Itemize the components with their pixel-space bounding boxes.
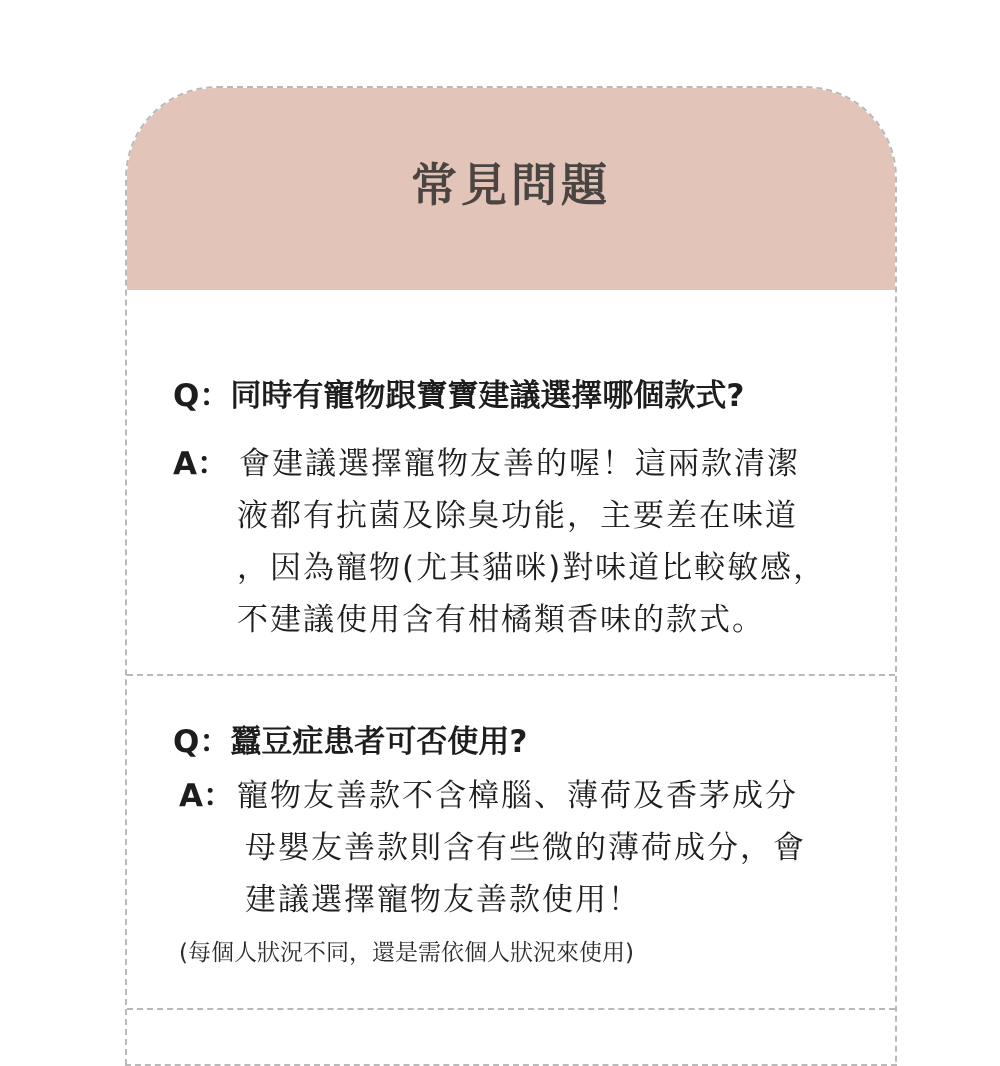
faq-question-1 (173, 370, 744, 415)
answer-line: ，因為寵物(尤其貓咪)對味道比較敏感， (237, 550, 827, 586)
answer-line: 會建議選擇寵物友善的喔！這兩款清潔 (239, 446, 800, 482)
answer-label: A： (179, 778, 234, 814)
answer-line: 不建議使用含有柑橘類香味的款式。 (237, 602, 765, 638)
question-label: Q： (173, 724, 231, 760)
answer-line: 寵物友善款不含樟腦、薄荷及香茅成分 (237, 778, 798, 814)
answer-label: A： (173, 446, 228, 482)
faq-title: 常見問題 (411, 158, 611, 212)
faq-card (125, 86, 897, 1066)
answer-line: 母嬰友善款則含有些微的薄荷成分，會 (245, 830, 806, 866)
faq-note: (每個人狀況不同，還是需依個人狀況來使用) (179, 940, 634, 966)
faq-header (127, 88, 895, 290)
question-label: Q： (173, 378, 231, 414)
question-text: 蠶豆症患者可否使用? (230, 724, 528, 760)
section-divider (127, 674, 895, 676)
answer-line: 建議選擇寵物友善款使用！ (245, 882, 641, 918)
question-text: 同時有寵物跟寶寶建議選擇哪個款式? (230, 378, 745, 414)
section-divider (127, 1008, 895, 1010)
faq-question-2 (173, 716, 527, 761)
answer-line: 液都有抗菌及除臭功能，主要差在味道 (237, 498, 798, 534)
